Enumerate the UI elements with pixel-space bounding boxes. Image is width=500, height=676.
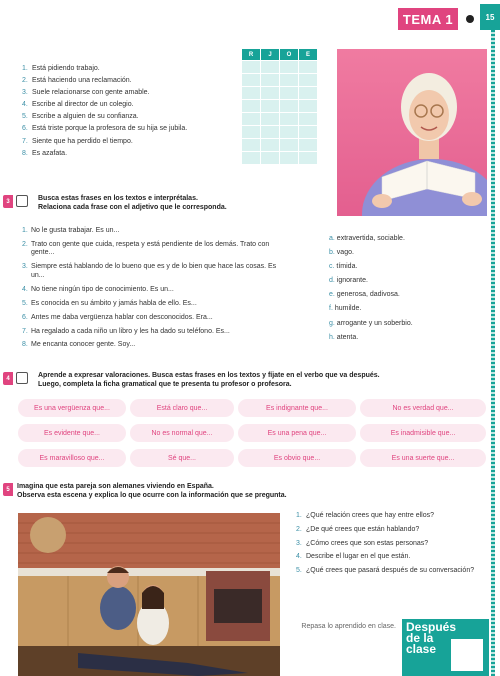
grid-cell[interactable]: [242, 74, 261, 87]
list-item: 7. Ha regalado a cada niño un libro y les ha dado su teléfono. Es...: [22, 327, 230, 335]
reading-icon: [16, 372, 28, 384]
grid-cell[interactable]: [280, 74, 299, 87]
list-item: 2. Trato con gente que cuida, respeta y está pendiente de los demás. Trato con gente...: [22, 240, 270, 257]
tema-label: TEMA 1: [398, 8, 458, 30]
phrase-chip: Es evidente que...: [18, 424, 126, 442]
grid-cell[interactable]: [299, 113, 318, 126]
couple-kitchen-photo: [18, 513, 280, 676]
grid-cell[interactable]: [280, 126, 299, 139]
grid-cell[interactable]: [261, 139, 280, 152]
instruction-text: Busca estas frases en los textos e interprétalas. Relaciona cada frase con el adjetivo que le corresponda.: [38, 195, 227, 211]
woman-reading-photo: [337, 49, 487, 216]
phrase-chip: Es una pena que...: [238, 424, 356, 442]
grid-cell[interactable]: [261, 100, 280, 113]
grid-cell[interactable]: [299, 100, 318, 113]
list-item: 5. Escribe a alguien de su confianza.: [22, 113, 139, 121]
phrase-chip: No es verdad que...: [360, 399, 486, 417]
list-item: 4. No tiene ningún tipo de conocimiento. Es un...: [22, 285, 174, 293]
list-item: 6. Antes me daba vergüenza hablar con desconocidos. Era...: [22, 313, 213, 321]
review-note: Repasa lo aprendido en clase.: [301, 623, 396, 630]
list-item: d. ignorante.: [329, 277, 368, 285]
phrase-chip: Es indignante que...: [238, 399, 356, 417]
list-item: 1. Está pidiendo trabajo.: [22, 65, 100, 72]
list-item: a. extravertida, sociable.: [329, 235, 405, 242]
grid-cell[interactable]: [299, 152, 318, 165]
grid-cell[interactable]: [299, 139, 318, 152]
list-item: f. humilde.: [329, 305, 362, 313]
phrase-chip: Es una suerte que...: [360, 449, 486, 467]
list-item: 1. ¿Qué relación crees que hay entre ellos?: [296, 512, 435, 519]
grid-cell[interactable]: [299, 87, 318, 100]
grid-cell[interactable]: [261, 113, 280, 126]
grid-cell[interactable]: [280, 61, 299, 74]
grid-cell[interactable]: [261, 126, 280, 139]
grid-cell[interactable]: [299, 61, 318, 74]
grid-cell[interactable]: [280, 100, 299, 113]
grid-cell[interactable]: [299, 126, 318, 139]
list-item: 5. ¿Qué crees que pasará después de su conversación?: [296, 567, 475, 575]
page-number: 15: [480, 4, 500, 30]
grid-cell[interactable]: [299, 74, 318, 87]
phrase-chip: Es una vergüenza que...: [18, 399, 126, 417]
list-item: 8. Me encanta conocer gente. Soy...: [22, 341, 136, 349]
list-item: 3. Siempre está hablando de lo bueno que es y de lo bien que hace las cosas. Es un...: [22, 263, 277, 279]
exercise-number-badge: 3: [3, 195, 13, 208]
list-item: 4. Escribe al director de un colegio.: [22, 101, 134, 109]
list-item: 8. Es azafata.: [22, 149, 68, 157]
grid-header: J: [261, 49, 280, 61]
phrase-chip: Sé que...: [130, 449, 234, 467]
exercise-number-badge: 5: [3, 483, 13, 496]
list-item: 5. Es conocida en su ámbito y jamás habla de ello. Es...: [22, 299, 197, 307]
grid-cell[interactable]: [242, 61, 261, 74]
list-item: 4. Describe el lugar en el que están.: [296, 553, 411, 561]
grid-cell[interactable]: [280, 139, 299, 152]
after-class-icon-box: [451, 639, 483, 671]
phrase-chip: No es normal que...: [130, 424, 234, 442]
reading-icon: [16, 195, 28, 207]
grid-cell[interactable]: [242, 87, 261, 100]
grid-cell[interactable]: [242, 113, 261, 126]
list-item: c. tímida.: [329, 263, 358, 271]
grid-header: O: [280, 49, 299, 61]
grid-header: E: [299, 49, 318, 61]
phrase-chip: Es obvio que...: [238, 449, 356, 467]
grid-cell[interactable]: [261, 152, 280, 165]
list-item: 7. Siente que ha perdido el tiempo.: [22, 137, 133, 145]
grid-cell[interactable]: [261, 61, 280, 74]
instruction-text: Imagina que esta pareja son alemanes viviendo en España. Observa esta escena y explica lo que ocurre con la información que se pregunta.: [17, 483, 287, 499]
list-item: b. vago.: [329, 249, 354, 257]
list-item: 3. Suele relacionarse con gente amable.: [22, 89, 150, 97]
list-item: 1. No le gusta trabajar. Es un...: [22, 227, 120, 234]
adjective-list: [329, 232, 489, 345]
grid-cell[interactable]: [242, 139, 261, 152]
grid-header: R: [242, 49, 261, 61]
grid-cell[interactable]: [242, 100, 261, 113]
list-item: h. atenta.: [329, 333, 359, 341]
phrase-chip: Está claro que...: [130, 399, 234, 417]
grid-cell[interactable]: [280, 87, 299, 100]
instruction-text: Aprende a expresar valoraciones. Busca estas frases en los textos y fíjate en el verbo que va después. Luego, completa la ficha gramatical que te presenta tu profesor o profesora.: [38, 372, 380, 388]
statement-list: [22, 63, 237, 160]
list-item: g. arrogante y un soberbio.: [329, 319, 413, 327]
list-item: 2. ¿De qué crees que están hablando?: [296, 525, 420, 533]
list-item: e. generosa, dadivosa.: [329, 291, 400, 299]
list-item: 3. ¿Cómo crees que son estas personas?: [296, 539, 429, 547]
question-list: [296, 512, 476, 581]
grid-cell[interactable]: [261, 87, 280, 100]
sentence-list: [22, 227, 284, 355]
grid-cell[interactable]: [242, 126, 261, 139]
list-item: 6. Está triste porque la profesora de su hija se jubila.: [22, 125, 188, 133]
grid-cell[interactable]: [242, 152, 261, 165]
phrase-chip: Es maravilloso que...: [18, 449, 126, 467]
header-dot: [466, 15, 474, 23]
grid-cell[interactable]: [261, 74, 280, 87]
page-edge-stripe: [491, 30, 495, 676]
answer-grid: [241, 48, 318, 165]
exercise-number-badge: 4: [3, 372, 13, 385]
list-item: 2. Está haciendo una reclamación.: [22, 77, 132, 85]
after-class-label: Después de la clase: [406, 620, 457, 656]
grid-cell[interactable]: [280, 152, 299, 165]
phrase-chip: Es inadmisible que...: [360, 424, 486, 442]
grid-cell[interactable]: [280, 113, 299, 126]
